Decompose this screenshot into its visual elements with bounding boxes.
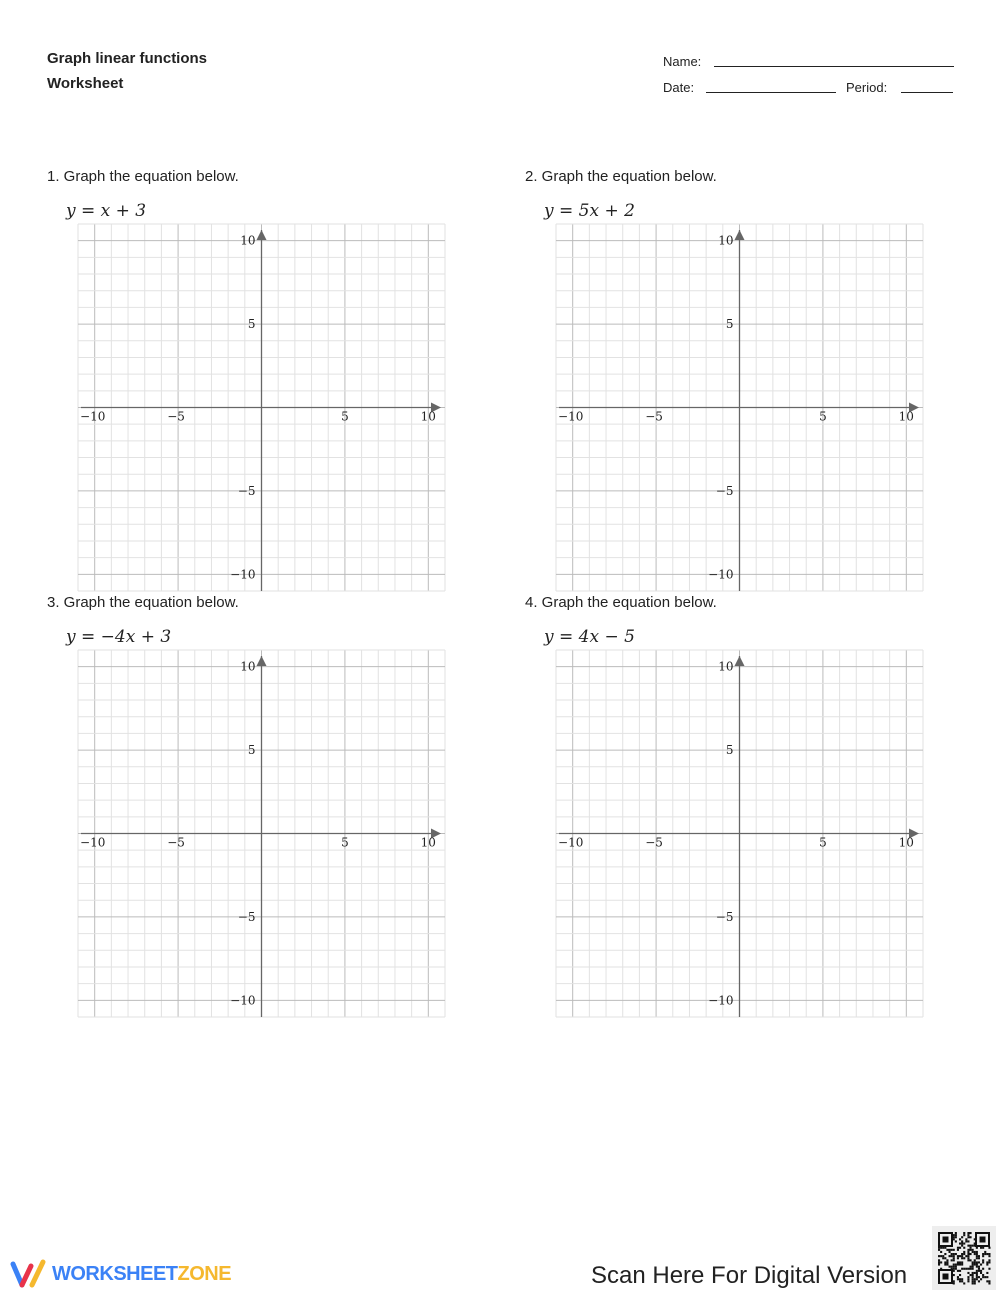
qr-module [951,1259,953,1261]
qr-module [982,1276,984,1278]
qr-module [976,1247,978,1249]
qr-module [978,1255,980,1257]
qr-module [957,1278,959,1280]
qr-module [974,1261,976,1263]
x-tick-label: −5 [645,409,663,424]
x-tick-label: 5 [819,835,827,850]
qr-module [959,1243,961,1245]
qr-finder-center [943,1274,949,1280]
qr-module [940,1251,942,1253]
x-tick-label: 10 [898,409,914,424]
qr-module [980,1264,982,1266]
qr-module [953,1280,955,1282]
qr-module [967,1268,969,1270]
x-tick-label: −5 [645,835,663,850]
qr-module [970,1253,972,1255]
qr-module [967,1276,969,1278]
qr-module [976,1270,978,1272]
qr-module [953,1257,955,1259]
qr-module [959,1247,961,1249]
qr-module [946,1249,948,1251]
qr-finder-center [943,1237,949,1243]
qr-module [967,1278,969,1280]
qr-module [963,1251,965,1253]
qr-module [940,1247,942,1249]
qr-module [959,1280,961,1282]
y-axis-arrow-icon [735,656,745,666]
qr-module [986,1253,988,1255]
qr-module [967,1236,969,1238]
qr-module [986,1261,988,1263]
qr-module [980,1272,982,1274]
graph-1[interactable] [78,224,445,591]
qr-module [988,1247,990,1249]
brand-name[interactable] [52,1263,231,1286]
qr-module [967,1234,969,1236]
qr-module [953,1282,955,1284]
qr-module [953,1255,955,1257]
qr-module [982,1253,984,1255]
problem-4-prompt: 4. Graph the equation below. [525,594,717,611]
qr-module [953,1266,955,1268]
problem-1-prompt: 1. Graph the equation below. [47,168,239,185]
name-field[interactable] [714,66,954,67]
x-tick-label: −10 [80,835,106,850]
qr-module [978,1257,980,1259]
qr-module [951,1255,953,1257]
qr-module [967,1272,969,1274]
period-field[interactable] [901,92,953,93]
brand-part-2: ZONE [177,1263,232,1285]
qr-module [970,1259,972,1261]
qr-module [959,1264,961,1266]
x-tick-label: 5 [819,409,827,424]
qr-module [986,1264,988,1266]
qr-module [988,1261,990,1263]
qr-module [938,1249,940,1251]
qr-module [944,1264,946,1266]
qr-module [978,1266,980,1268]
qr-module [972,1282,974,1284]
qr-module [961,1240,963,1242]
qr-module [984,1276,986,1278]
qr-module [963,1234,965,1236]
qr-module [967,1253,969,1255]
qr-module [976,1274,978,1276]
y-tick-label: −5 [237,483,256,498]
qr-module [944,1261,946,1263]
qr-module [978,1276,980,1278]
qr-module [961,1278,963,1280]
qr-module [942,1257,944,1259]
qr-module [972,1274,974,1276]
y-tick-label: −5 [237,909,256,924]
qr-module [961,1255,963,1257]
qr-module [946,1261,948,1263]
qr-module [961,1245,963,1247]
qr-module [961,1264,963,1266]
qr-module [957,1255,959,1257]
y-tick-label: −10 [230,993,256,1008]
qr-module [978,1270,980,1272]
qr-module [972,1249,974,1251]
y-tick-label: 5 [725,317,734,332]
qr-module [972,1251,974,1253]
y-tick-label: 10 [718,659,734,674]
x-tick-label: −10 [558,835,584,850]
qr-module [974,1251,976,1253]
qr-module [986,1276,988,1278]
qr-module [974,1272,976,1274]
qr-module [976,1261,978,1263]
qr-module [982,1261,984,1263]
qr-module [976,1272,978,1274]
qr-module [967,1280,969,1282]
worksheet-title: Graph linear functions [47,50,208,67]
y-tick-label: −5 [715,909,734,924]
worksheetzone-logo-icon [10,1258,48,1288]
qr-module [988,1280,990,1282]
qr-module [967,1251,969,1253]
qr-module [970,1245,972,1247]
qr-module [955,1268,957,1270]
qr-module [953,1268,955,1270]
qr-module [974,1253,976,1255]
qr-module [967,1259,969,1261]
date-field[interactable] [706,92,836,93]
qr-module [955,1232,957,1234]
problem-2-equation: y = 5x + 2 [544,201,635,221]
qr-module [967,1249,969,1251]
qr-module [976,1266,978,1268]
y-tick-label: 10 [240,233,256,248]
y-tick-label: 5 [725,743,734,758]
qr-module [949,1255,951,1257]
y-tick-label: −10 [708,993,734,1008]
qr-module [955,1240,957,1242]
qr-module [982,1247,984,1249]
qr-module [963,1232,965,1234]
qr-module [976,1255,978,1257]
qr-module [938,1259,940,1261]
qr-module [959,1274,961,1276]
qr-module [944,1247,946,1249]
brand-part-1: WORKSHEET [52,1263,178,1285]
qr-module [970,1268,972,1270]
qr-module [959,1261,961,1263]
qr-module [963,1268,965,1270]
x-tick-label: −10 [558,409,584,424]
qr-module [963,1257,965,1259]
y-tick-label: 5 [247,743,256,758]
y-tick-label: 10 [240,659,256,674]
qr-module [957,1247,959,1249]
problem-3-prompt: 3. Graph the equation below. [47,594,239,611]
qr-module [978,1268,980,1270]
qr-module [949,1249,951,1251]
qr-module [974,1282,976,1284]
qr-module [972,1272,974,1274]
qr-module [963,1253,965,1255]
qr-module [972,1278,974,1280]
qr-module [974,1280,976,1282]
qr-module [963,1243,965,1245]
qr-module [961,1236,963,1238]
date-label: Date: [663,80,695,95]
qr-module [938,1261,940,1263]
qr-module [982,1274,984,1276]
qr-module [957,1257,959,1259]
worksheet-subtitle: Worksheet [47,75,124,92]
qr-module [967,1232,969,1234]
y-tick-label: −10 [708,567,734,582]
qr-module [940,1261,942,1263]
qr-module [986,1280,988,1282]
x-tick-label: −5 [167,835,185,850]
name-label: Name: [663,54,702,69]
qr-module [980,1247,982,1249]
qr-module [944,1257,946,1259]
qr-module [988,1268,990,1270]
qr-module [953,1253,955,1255]
qr-code-icon[interactable] [932,1226,996,1290]
qr-module [946,1259,948,1261]
qr-module [970,1274,972,1276]
qr-module [953,1236,955,1238]
qr-module [953,1274,955,1276]
qr-module [944,1253,946,1255]
qr-module [946,1264,948,1266]
qr-module [959,1270,961,1272]
qr-module [949,1266,951,1268]
qr-module [967,1240,969,1242]
qr-module [957,1264,959,1266]
y-axis-arrow-icon [257,230,267,240]
qr-module [978,1280,980,1282]
qr-module [976,1251,978,1253]
qr-module [967,1245,969,1247]
qr-module [955,1236,957,1238]
qr-module [984,1251,986,1253]
qr-module [955,1266,957,1268]
qr-module [982,1255,984,1257]
qr-module [961,1253,963,1255]
qr-module [976,1253,978,1255]
x-tick-label: 10 [420,409,436,424]
qr-module [938,1247,940,1249]
qr-module [949,1251,951,1253]
qr-module [982,1259,984,1261]
qr-module [959,1238,961,1240]
qr-module [961,1257,963,1259]
qr-module [942,1255,944,1257]
qr-module [980,1278,982,1280]
problem-1-equation: y = x + 3 [66,201,147,221]
qr-module [967,1257,969,1259]
graph-4[interactable] [556,650,923,1017]
qr-module [951,1266,953,1268]
graph-2[interactable] [556,224,923,591]
qr-module [972,1261,974,1263]
qr-module [970,1232,972,1234]
qr-module [953,1270,955,1272]
qr-module [988,1253,990,1255]
qr-module [972,1280,974,1282]
qr-module [972,1268,974,1270]
qr-finder-center [980,1237,986,1243]
qr-module [961,1268,963,1270]
qr-module [970,1249,972,1251]
qr-module [955,1234,957,1236]
qr-module [963,1247,965,1249]
x-tick-label: 10 [898,835,914,850]
qr-module [970,1236,972,1238]
qr-module [953,1238,955,1240]
qr-module [988,1255,990,1257]
qr-module [965,1240,967,1242]
qr-module [951,1249,953,1251]
y-tick-label: −5 [715,483,734,498]
qr-module [972,1266,974,1268]
qr-module [986,1272,988,1274]
problem-3-equation: y = −4x + 3 [66,627,172,647]
qr-module [942,1247,944,1249]
y-axis-arrow-icon [735,230,745,240]
x-tick-label: −10 [80,409,106,424]
period-label: Period: [846,80,888,95]
y-tick-label: 10 [718,233,734,248]
qr-module [963,1282,965,1284]
qr-module [976,1264,978,1266]
graph-3[interactable] [78,650,445,1017]
qr-module [953,1259,955,1261]
scan-text: Scan Here For Digital Version [591,1262,908,1289]
qr-module [953,1264,955,1266]
qr-module [965,1268,967,1270]
qr-module [970,1266,972,1268]
qr-module [959,1255,961,1257]
qr-module [976,1276,978,1278]
x-tick-label: 5 [341,835,349,850]
qr-module [965,1255,967,1257]
qr-module [961,1280,963,1282]
qr-module [970,1247,972,1249]
y-axis-arrow-icon [257,656,267,666]
qr-module [976,1257,978,1259]
qr-module [974,1259,976,1261]
qr-module [988,1259,990,1261]
qr-module [957,1270,959,1272]
qr-module [988,1282,990,1284]
qr-module [953,1234,955,1236]
qr-module [961,1261,963,1263]
qr-module [982,1268,984,1270]
qr-module [938,1255,940,1257]
problem-2-prompt: 2. Graph the equation below. [525,168,717,185]
qr-module [965,1238,967,1240]
y-tick-label: 5 [247,317,256,332]
qr-module [957,1249,959,1251]
qr-module [959,1278,961,1280]
qr-module [972,1276,974,1278]
qr-module [976,1278,978,1280]
qr-module [940,1255,942,1257]
qr-module [957,1261,959,1263]
qr-module [961,1243,963,1245]
qr-module [972,1264,974,1266]
x-tick-label: 10 [420,835,436,850]
qr-module [938,1264,940,1266]
qr-module [984,1253,986,1255]
qr-module [967,1255,969,1257]
x-tick-label: 5 [341,409,349,424]
x-tick-label: −5 [167,409,185,424]
qr-module [955,1264,957,1266]
qr-module [972,1245,974,1247]
qr-module [957,1276,959,1278]
y-tick-label: −10 [230,567,256,582]
qr-module [978,1261,980,1263]
qr-module [974,1278,976,1280]
qr-module [953,1249,955,1251]
qr-module [980,1270,982,1272]
qr-module [974,1264,976,1266]
qr-module [951,1253,953,1255]
problem-4-equation: y = 4x − 5 [544,627,635,647]
qr-module [955,1253,957,1255]
